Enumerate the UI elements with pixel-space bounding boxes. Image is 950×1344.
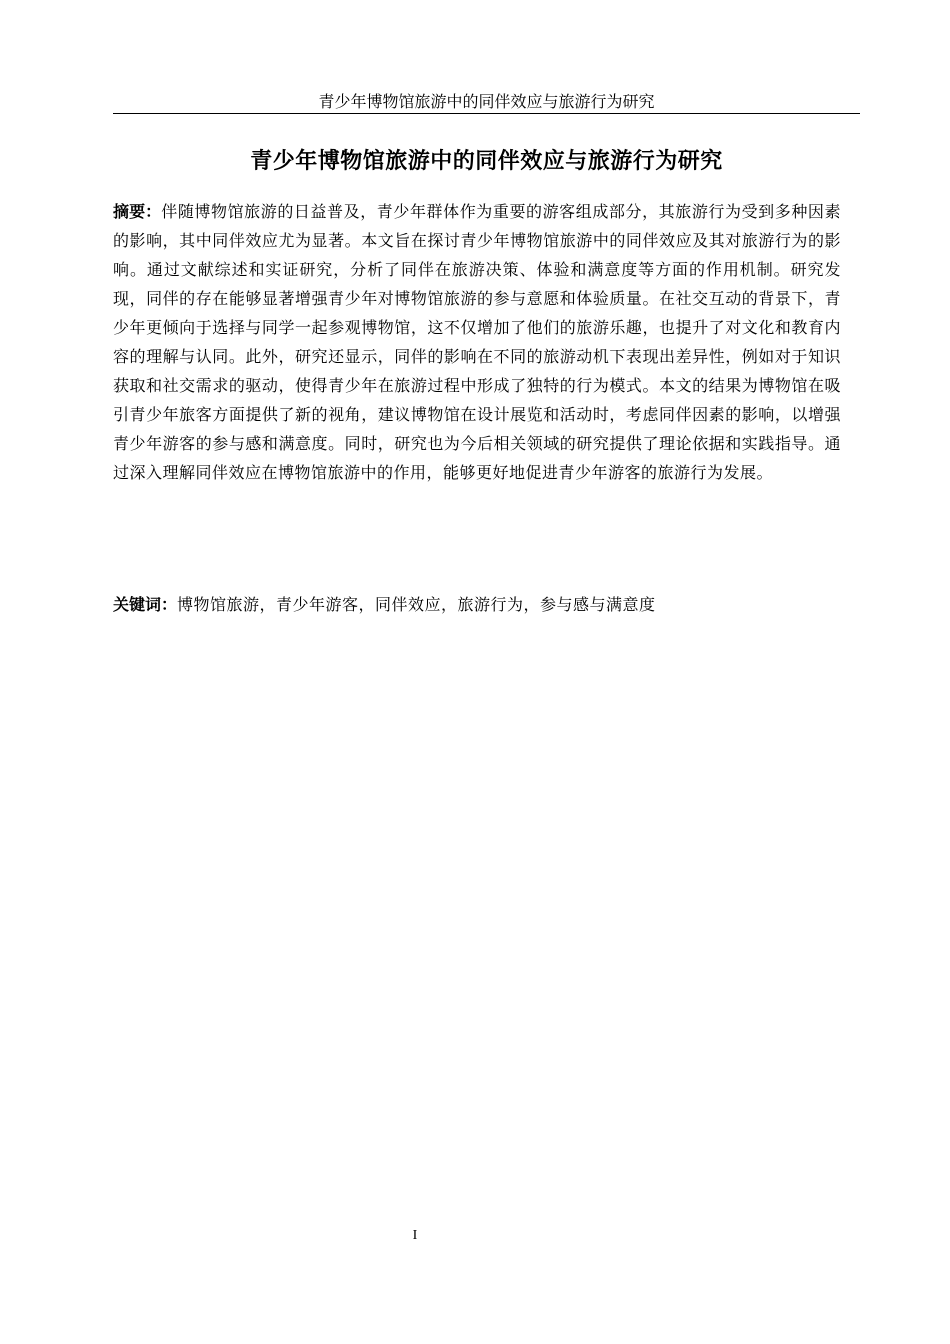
abstract-label: 摘要： <box>113 202 162 221</box>
page-number: I <box>412 1228 418 1243</box>
running-header: 青少年博物馆旅游中的同伴效应与旅游行为研究 <box>318 92 655 111</box>
header-divider <box>113 113 860 114</box>
abstract-text: 伴随博物馆旅游的日益普及，青少年群体作为重要的游客组成部分，其旅游行为受到多种因素的影响，其中同伴效应尤为显著。本文旨在探讨青少年博物馆旅游中的同伴效应及其对旅游行为的影响。通过文献综述和实证研究，分析了同伴在旅游决策、体验和满意度等方面的作用机制。研究发现，同伴的存在能够显著增强青少年对博物馆旅游的参与意愿和体验质量。在社交互动的背景下，青少年更倾向于选择与同学一起参观博物馆，这不仅增加了他们的旅游乐趣，也提升了对文化和教育内容的理解与认同。此外，研究还显示，同伴的影响在不同的旅游动机下表现出差异性，例如对于知识获取和社交需求的驱动，使得青少年在旅游过程中形成了独特的行为模式。本文的结果为博物馆在吸引青少年旅客方面提供了新的视角，建议博物馆在设计展览和活动时，考虑同伴因素的影响，以增强青少年游客的参与感和满意度。同时，研究也为今后相关领域的研究提供了理论依据和实践指导。通过深入理解同伴效应在博物馆旅游中的作用，能够更好地促进青少年游客的旅游行为发展。 <box>113 202 841 482</box>
keywords-text: 博物馆旅游，青少年游客，同伴效应，旅游行为，参与感与满意度 <box>177 595 656 614</box>
page-title: 青少年博物馆旅游中的同伴效应与旅游行为研究 <box>250 149 723 174</box>
keywords-label: 关键词： <box>113 595 178 614</box>
keywords-line <box>113 590 841 619</box>
abstract-paragraph <box>113 197 841 487</box>
